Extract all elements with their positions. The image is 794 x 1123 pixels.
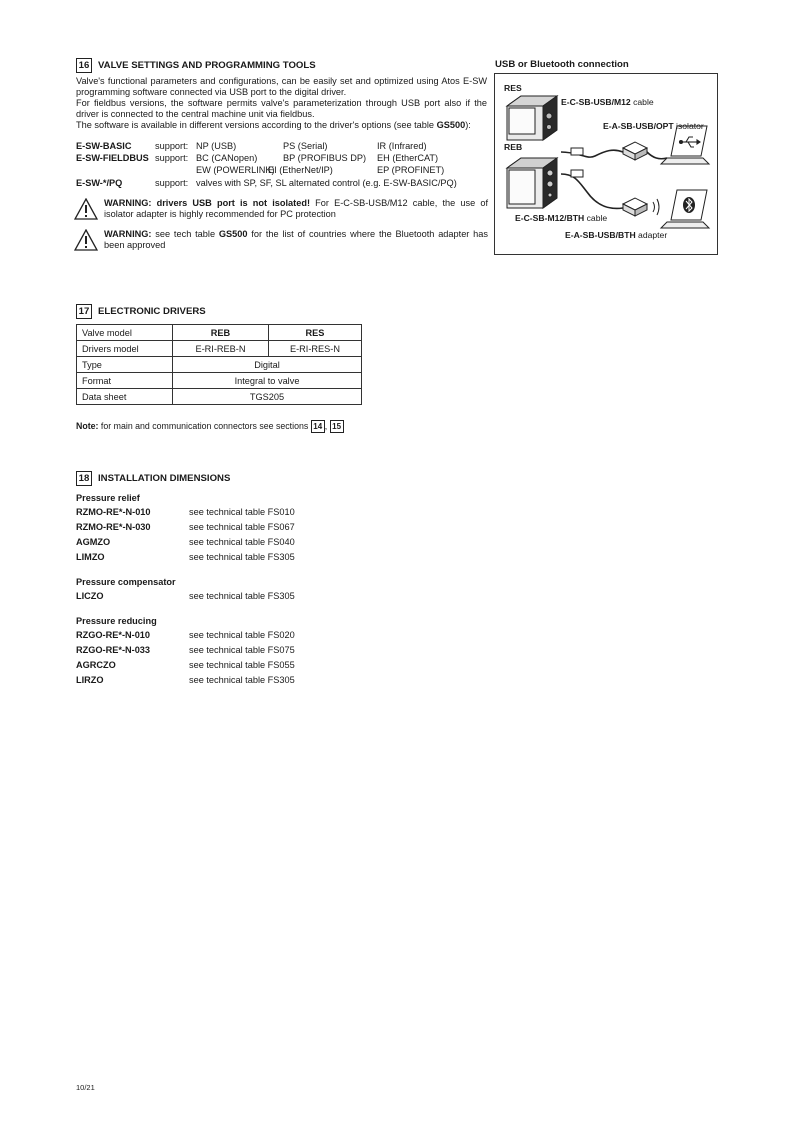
warning-usb-not-isolated (74, 198, 488, 220)
dimension-group: Pressure compensator LICZO see technical table FS305 (76, 575, 376, 604)
section-title: ELECTRONIC DRIVERS (98, 306, 206, 317)
list-item: AGRCZO see technical table FS055 (76, 660, 295, 670)
paragraph: Valve's functional parameters and configurations, can be easily set and optimized using Atos E-SW programming software connected via USB port to the digital driver. (76, 76, 487, 97)
list-item: LIMZO see technical table FS305 (76, 552, 295, 562)
warning-icon (74, 198, 98, 220)
section-ref-15[interactable]: 15 (330, 420, 344, 433)
list-item: LIRZO see technical table FS305 (76, 675, 295, 685)
usb-cable-label: E-C-SB-USB/M12 cable (561, 97, 654, 107)
isolator-icon (623, 142, 647, 160)
bth-cable-label: E-C-SB-M12/BTH cable (515, 213, 608, 223)
warning-text: WARNING: drivers USB port is not isolated! For E-C-SB-USB/M12 cable, the use of isolator adapter is highly recommended for PC protection (104, 198, 488, 219)
res-driver-icon (507, 96, 557, 140)
section-number: 17 (76, 304, 92, 319)
drivers-table (76, 324, 362, 405)
list-item: RZGO-RE*-N-033 see technical table FS075 (76, 645, 295, 655)
list-item: RZMO-RE*-N-030 see technical table FS067 (76, 522, 295, 532)
section-ref-14[interactable]: 14 (311, 420, 325, 433)
bth-adapter-label: E-A-SB-USB/BTH adapter (565, 230, 668, 240)
dimension-group: Pressure relief RZMO-RE*-N-010 see technical table FS010 RZMO-RE*-N-030 see technical table FS067 AGMZO see technical table FS040 LIMZO see technical table FS305 (76, 491, 376, 565)
list-item: RZGO-RE*-N-010 see technical table FS020 (76, 630, 295, 640)
bluetooth-adapter-icon (623, 198, 647, 216)
list-item: LICZO see technical table FS305 (76, 591, 295, 601)
paragraph: For fieldbus versions, the software permits valve's parameterization through USB port also if the driver is connected to the central machine unit via fieldbus. (76, 98, 487, 119)
table-row: Type Digital (77, 357, 362, 373)
laptop-icon (661, 126, 709, 164)
warning-icon (74, 229, 98, 251)
page-number: 10/21 (76, 1083, 95, 1092)
list-item: RZMO-RE*-N-010 see technical table FS010 (76, 507, 295, 517)
bth-cable-icon (561, 170, 623, 208)
section-number: 16 (76, 58, 92, 73)
warning-text: WARNING: see tech table GS500 for the list of countries where the Bluetooth adapter has been approved (104, 229, 488, 250)
dimension-group: Pressure reducing RZGO-RE*-N-010 see technical table FS020 RZGO-RE*-N-033 see technical table FS075 AGRCZO see technical table FS055 LIRZO see technical table FS305 (76, 614, 376, 688)
section-18-heading (76, 471, 230, 486)
software-versions-list: E-SW-BASIC support: NP (USB) PS (Serial) IR (Infrared) E-SW-FIELDBUS support: BC (CANopen) BP (PROFIBUS DP) EH (EtherCAT) EW (POWERLINK) EI (EtherNet/IP) EP (PROFINET) E-SW-*/PQ support: valves with SP, SF, SL alternated control (e.g. E-SW-BASIC/PQ) (76, 141, 457, 188)
reb-driver-icon (507, 158, 557, 208)
section-17-heading (76, 304, 206, 319)
drivers-note: Note: for main and communication connectors see sections 14 , 15 (76, 419, 344, 433)
connection-figure (494, 73, 718, 255)
table-row: Valve model REB RES (77, 325, 362, 341)
section-number: 18 (76, 471, 92, 486)
list-item: AGMZO see technical table FS040 (76, 537, 295, 547)
bluetooth-icon (683, 197, 695, 213)
res-label: RES (504, 83, 522, 93)
table-row: Data sheet TGS205 (77, 389, 362, 405)
section-16-heading (76, 58, 316, 73)
isolator-label: E-A-SB-USB/OPT isolator (603, 121, 704, 131)
table-row: Drivers model E-RI-REB-N E-RI-RES-N (77, 341, 362, 357)
table-row: Format Integral to valve (77, 373, 362, 389)
figure-title: USB or Bluetooth connection (495, 59, 629, 70)
paragraph: The software is available in different versions according to the driver's options (see table GS500): (76, 120, 471, 130)
section-16-body (76, 76, 487, 131)
warning-bluetooth-approval (74, 229, 488, 251)
section-title: INSTALLATION DIMENSIONS (98, 473, 231, 484)
reb-label: REB (504, 142, 523, 152)
usb-cable-icon (561, 148, 623, 157)
section-title: VALVE SETTINGS AND PROGRAMMING TOOLS (98, 60, 316, 71)
signal-waves-icon (653, 199, 659, 215)
dimensions-list (76, 491, 376, 688)
